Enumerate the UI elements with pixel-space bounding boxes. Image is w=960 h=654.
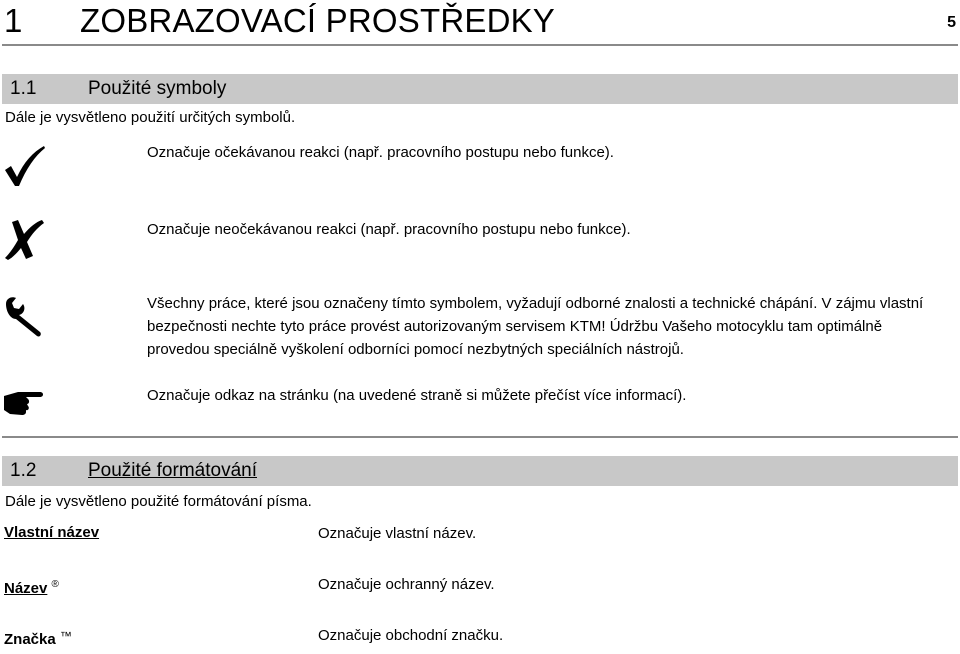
section-number: 1.1 <box>10 78 37 99</box>
format-description: Označuje ochranný název. <box>318 576 495 593</box>
chapter-number: 1 <box>4 2 23 39</box>
section-heading-formatting <box>2 456 958 486</box>
chapter-title: ZOBRAZOVACÍ PROSTŘEDKY <box>80 2 556 39</box>
symbol-description: Všechny práce, které jsou označeny tímto symbolem, vyžadují odborné znalosti a technické chápání. V zájmu vlastní bezpečnosti nechte tyto práce provést autorizovaným servisem KTM! Údržbu Vašeho motocyklu tam optimálně provedou speciálně vyškolení odborníci pomocí nezbytných speciálních nástrojů. <box>147 295 924 358</box>
symbol-description: Označuje neočekávanou reakci (např. pracovního postupu nebo funkce). <box>147 221 631 238</box>
wrench-icon <box>2 296 46 340</box>
header-divider <box>2 44 958 46</box>
section-number: 1.2 <box>10 460 37 481</box>
format-label-protected-name <box>4 575 59 599</box>
page-number: 5 <box>947 14 956 31</box>
formatting-intro: Dále je vysvětleno použité formátování písma. <box>5 493 312 510</box>
section-heading-symbols <box>2 74 958 104</box>
symbol-description: Označuje očekávanou reakci (např. pracovního postupu nebo funkce). <box>147 144 614 161</box>
format-label: Název <box>4 580 48 597</box>
cross-icon <box>2 218 46 262</box>
format-label: Vlastní název <box>4 524 100 541</box>
format-label-trademark <box>4 626 72 650</box>
section-title: Použité symboly <box>88 78 227 99</box>
trademark-mark: ™ <box>59 629 72 643</box>
symbols-intro: Dále je vysvětleno použití určitých symbolů. <box>5 109 296 126</box>
format-description: Označuje vlastní název. <box>318 525 477 542</box>
symbol-description: Označuje odkaz na stránku (na uvedené straně si můžete přečíst více informací). <box>147 387 687 404</box>
format-label: Značka <box>4 631 56 648</box>
section-title: Použité formátování <box>88 460 257 481</box>
format-description: Označuje obchodní značku. <box>318 627 504 644</box>
pointing-hand-icon <box>2 386 46 430</box>
format-label-proper-name <box>4 523 99 543</box>
registered-mark: ® <box>51 579 59 590</box>
section-divider <box>2 436 958 438</box>
checkmark-icon <box>2 144 46 188</box>
